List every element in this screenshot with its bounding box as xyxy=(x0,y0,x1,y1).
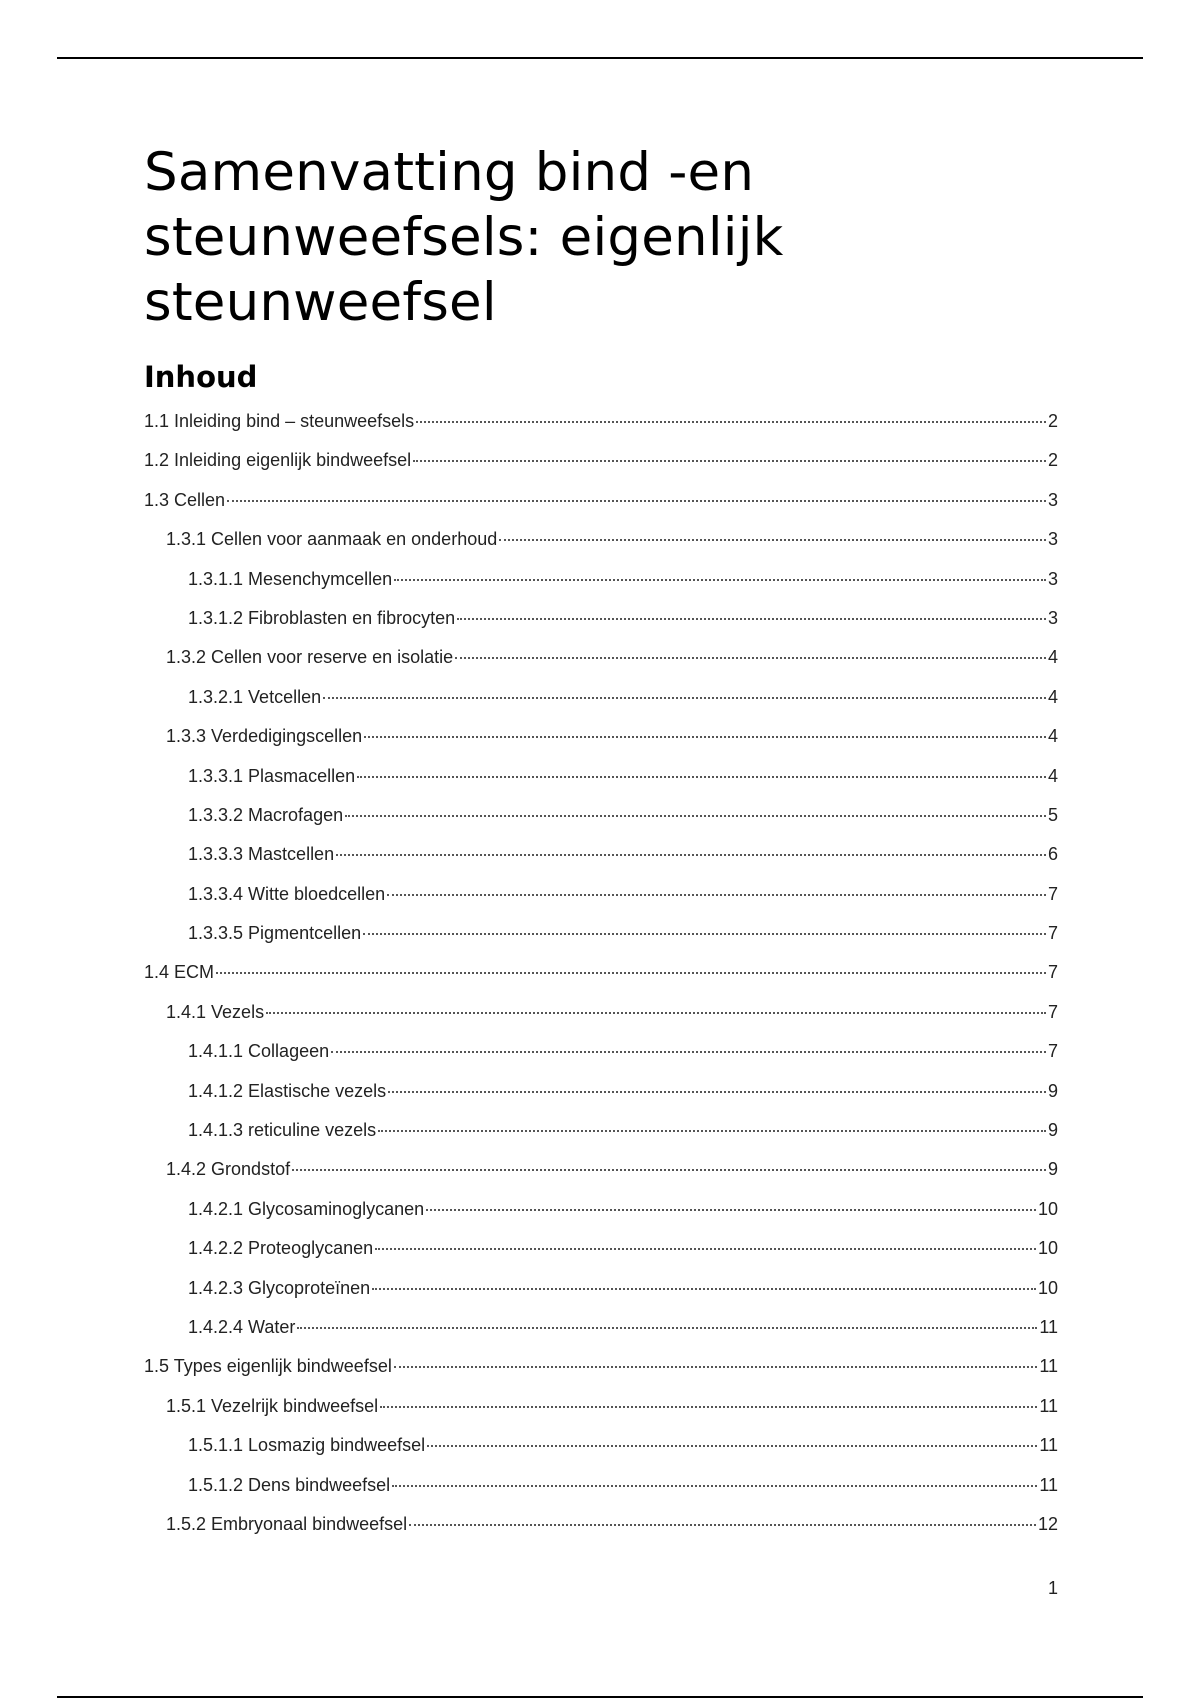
toc-dot-leader xyxy=(413,460,1046,462)
toc-entry[interactable] xyxy=(144,687,1058,726)
toc-entry-page: 7 xyxy=(1047,883,1058,904)
toc-dot-leader xyxy=(336,854,1046,856)
toc-entry[interactable] xyxy=(144,884,1058,923)
toc-entry-page: 3 xyxy=(1047,529,1058,550)
toc-entry-page: 3 xyxy=(1047,489,1058,510)
toc-entry-title: 1.5.1.1 Losmazig bindweefsel xyxy=(188,1435,426,1456)
toc-dot-leader xyxy=(331,1051,1046,1053)
toc-dot-leader xyxy=(227,500,1046,502)
toc-entry[interactable] xyxy=(144,844,1058,883)
toc-entry-page: 12 xyxy=(1037,1513,1058,1534)
toc-entry-title: 1.4.2.3 Glycoproteïnen xyxy=(188,1277,371,1298)
header-rule xyxy=(57,57,1143,59)
toc-entry-title: 1.3.3.2 Macrofagen xyxy=(188,804,344,825)
toc-entry[interactable] xyxy=(144,450,1058,489)
toc-entry[interactable] xyxy=(144,962,1058,1001)
toc-entry-page: 7 xyxy=(1047,1041,1058,1062)
toc-dot-leader xyxy=(387,894,1046,896)
toc-dot-leader xyxy=(378,1130,1046,1132)
toc-dot-leader xyxy=(323,697,1046,699)
toc-entry-page: 7 xyxy=(1047,962,1058,983)
toc-entry-page: 2 xyxy=(1047,411,1058,431)
toc-entry-title: 1.4.1.2 Elastische vezels xyxy=(188,1080,387,1101)
toc-dot-leader xyxy=(416,421,1046,423)
toc-entry-title: 1.3.3.5 Pigmentcellen xyxy=(188,923,362,944)
toc-entry-title: 1.5.1 Vezelrijk bindweefsel xyxy=(166,1395,379,1416)
toc-entry-page: 10 xyxy=(1037,1238,1058,1259)
toc-entry[interactable] xyxy=(144,1002,1058,1041)
toc-entry[interactable] xyxy=(144,1199,1058,1238)
toc-entry-page: 7 xyxy=(1047,923,1058,944)
toc-entry[interactable] xyxy=(144,766,1058,805)
toc-entry[interactable] xyxy=(144,608,1058,647)
toc-entry-page: 5 xyxy=(1047,804,1058,825)
toc-entry[interactable] xyxy=(144,569,1058,608)
toc-entry-title: 1.4.1.3 reticuline vezels xyxy=(188,1120,377,1141)
toc-entry-page: 4 xyxy=(1047,765,1058,786)
toc-entry-page: 3 xyxy=(1047,607,1058,628)
toc-entry-page: 11 xyxy=(1039,1356,1058,1377)
toc-entry-title: 1.3.1.1 Mesenchymcellen xyxy=(188,568,393,589)
toc-entry-title: 1.2 Inleiding eigenlijk bindweefsel xyxy=(144,450,412,471)
toc-entry[interactable] xyxy=(144,1475,1058,1514)
toc-entry-page: 11 xyxy=(1039,1474,1058,1495)
toc-dot-leader xyxy=(394,579,1046,581)
toc-entry-title: 1.3.1.2 Fibroblasten en fibrocyten xyxy=(188,607,456,628)
toc-heading: Inhoud xyxy=(144,360,258,394)
toc-entry[interactable] xyxy=(144,411,1058,450)
toc-entry-page: 2 xyxy=(1047,450,1058,471)
toc-entry[interactable] xyxy=(144,529,1058,568)
toc-entry-page: 4 xyxy=(1047,686,1058,707)
toc-entry[interactable] xyxy=(144,923,1058,962)
toc-entry[interactable] xyxy=(144,490,1058,529)
toc-entry-title: 1.3.2 Cellen voor reserve en isolatie xyxy=(166,647,454,668)
toc-dot-leader xyxy=(427,1445,1037,1447)
toc-dot-leader xyxy=(345,815,1046,817)
toc-dot-leader xyxy=(292,1169,1046,1171)
toc-entry[interactable] xyxy=(144,1120,1058,1159)
toc-entry-title: 1.4.1 Vezels xyxy=(166,1001,265,1022)
toc-entry-title: 1.3.3 Verdedigingscellen xyxy=(166,726,363,747)
toc-entry-page: 10 xyxy=(1037,1198,1058,1219)
toc-entry[interactable] xyxy=(144,647,1058,686)
toc-entry[interactable] xyxy=(144,805,1058,844)
toc-entry-title: 1.5.1.2 Dens bindweefsel xyxy=(188,1474,391,1495)
toc-entry-page: 4 xyxy=(1047,647,1058,668)
toc-entry[interactable] xyxy=(144,1317,1058,1356)
toc-entry-title: 1.5.2 Embryonaal bindweefsel xyxy=(166,1513,408,1534)
toc-entry-title: 1.4.2 Grondstof xyxy=(166,1159,291,1180)
toc-dot-leader xyxy=(499,539,1046,541)
toc-dot-leader xyxy=(380,1406,1037,1408)
toc-dot-leader xyxy=(457,618,1046,620)
toc-dot-leader xyxy=(426,1209,1036,1211)
toc-dot-leader xyxy=(297,1327,1037,1329)
toc-entry-title: 1.4.2.4 Water xyxy=(188,1316,296,1337)
toc-dot-leader xyxy=(394,1366,1037,1368)
page-number: 1 xyxy=(1047,1578,1058,1598)
toc-entry-title: 1.3 Cellen xyxy=(144,489,226,510)
page-content xyxy=(144,140,1058,1553)
toc-entry[interactable] xyxy=(144,1278,1058,1317)
toc-entry-title: 1.3.2.1 Vetcellen xyxy=(188,686,322,707)
toc-entry[interactable] xyxy=(144,1081,1058,1120)
toc-entry-title: 1.4.1.1 Collageen xyxy=(188,1041,330,1062)
toc-entry-page: 9 xyxy=(1047,1080,1058,1101)
toc-entry[interactable] xyxy=(144,1159,1058,1198)
toc-dot-leader xyxy=(364,736,1046,738)
toc-entry-page: 10 xyxy=(1037,1277,1058,1298)
toc-dot-leader xyxy=(372,1288,1036,1290)
toc-entry-title: 1.5 Types eigenlijk bindweefsel xyxy=(144,1356,392,1377)
toc-entry-page: 7 xyxy=(1047,1001,1058,1022)
toc-entry-title: 1.1 Inleiding bind – steunweefsels xyxy=(144,411,415,431)
toc-entry-title: 1.3.3.3 Mastcellen xyxy=(188,844,335,865)
toc-entry-page: 11 xyxy=(1039,1395,1058,1416)
toc-entry[interactable] xyxy=(144,1041,1058,1080)
toc-entry-title: 1.3.3.4 Witte bloedcellen xyxy=(188,883,386,904)
toc-entry-page: 9 xyxy=(1047,1120,1058,1141)
toc-entry[interactable] xyxy=(144,1356,1058,1395)
toc-dot-leader xyxy=(455,657,1046,659)
toc-entry-page: 11 xyxy=(1039,1435,1058,1456)
toc-dot-leader xyxy=(375,1248,1036,1250)
toc-entry-page: 11 xyxy=(1039,1316,1058,1337)
toc-entry-title: 1.4 ECM xyxy=(144,962,215,983)
toc-dot-leader xyxy=(266,1012,1046,1014)
toc-dot-leader xyxy=(357,776,1046,778)
toc-entry[interactable] xyxy=(144,1514,1058,1553)
toc-entry-title: 1.3.1 Cellen voor aanmaak en onderhoud xyxy=(166,529,498,550)
toc-entry-title: 1.3.3.1 Plasmacellen xyxy=(188,765,356,786)
toc-entry-title: 1.4.2.1 Glycosaminoglycanen xyxy=(188,1198,425,1219)
toc-entry[interactable] xyxy=(144,726,1058,765)
toc-entry[interactable] xyxy=(144,1435,1058,1474)
toc-entry[interactable] xyxy=(144,1396,1058,1435)
toc-entry-page: 4 xyxy=(1047,726,1058,747)
toc-entry-title: 1.4.2.2 Proteoglycanen xyxy=(188,1238,374,1259)
toc-entry-page: 9 xyxy=(1047,1159,1058,1180)
footer-rule xyxy=(57,1696,1143,1698)
toc-dot-leader xyxy=(392,1485,1037,1487)
table-of-contents xyxy=(144,411,1058,1553)
toc-entry-page: 6 xyxy=(1047,844,1058,865)
toc-dot-leader xyxy=(216,972,1046,974)
toc-entry-page: 3 xyxy=(1047,568,1058,589)
toc-entry[interactable] xyxy=(144,1238,1058,1277)
toc-dot-leader xyxy=(363,933,1046,935)
toc-dot-leader xyxy=(409,1524,1036,1526)
toc-dot-leader xyxy=(388,1091,1046,1093)
document-title: Samenvatting bind -en steunweefsels: eigenlijk steunweefsel xyxy=(144,142,784,333)
